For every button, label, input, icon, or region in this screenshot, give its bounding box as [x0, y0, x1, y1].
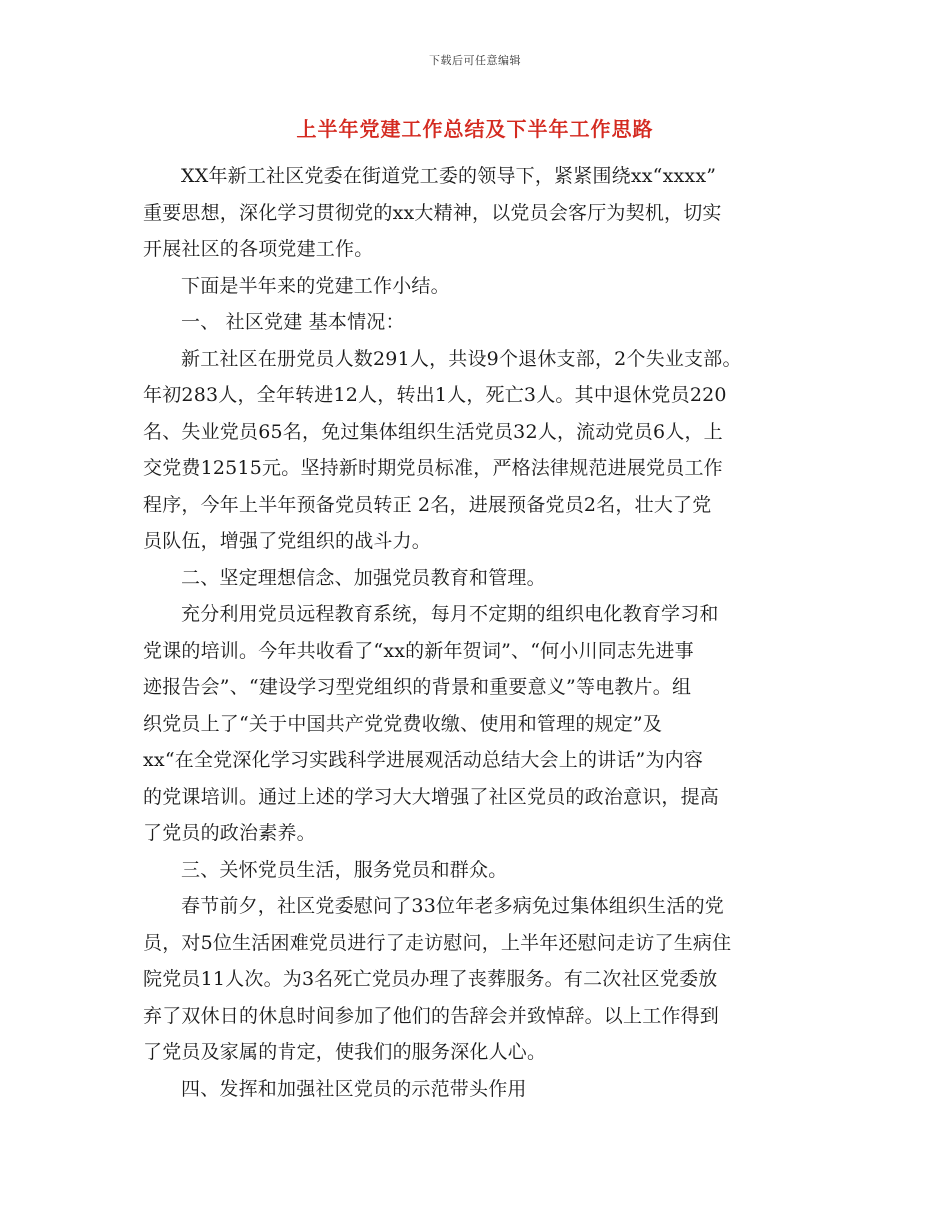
- body-line: 下面是半年来的党建工作小结。: [181, 274, 450, 297]
- document-title: 上半年党建工作总结及下半年工作思路: [296, 117, 654, 141]
- body-line: 春节前夕，社区党委慰问了33位年老多病免过集体组织生活的党: [181, 895, 724, 917]
- header-note: 下载后可任意编辑: [429, 54, 521, 67]
- body-line: 重要思想，深化学习贯彻党的xx大精神，以党员会客厅为契机，切实: [143, 201, 722, 224]
- body-line: 员，对5位生活困难党员进行了走访慰问，上半年还慰问走访了生病住: [143, 931, 732, 954]
- body-line: 充分利用党员远程教育系统，每月不定期的组织电化教育学习和: [181, 603, 719, 625]
- body-line: 二、坚定理想信念、加强党员教育和管理。: [181, 566, 546, 589]
- body-line: xx“在全党深化学习实践科学进展观活动总结大会上的讲话”为内容: [143, 749, 704, 771]
- body-line: 员队伍，增强了党组织的战斗力。: [143, 530, 432, 552]
- body-line: 四、发挥和加强社区党员的示范带头作用: [181, 1077, 527, 1100]
- body-line: 院党员11人次。为3名死亡党员办理了丧葬服务。有二次社区党委放: [143, 968, 718, 990]
- body-line: 迹报告会”、“建设学习型党组织的背景和重要意义”等电教片。组: [143, 676, 692, 698]
- body-line: XX年新工社区党委在街道党工委的领导下，紧紧围绕xx“xxxx”: [181, 165, 717, 187]
- body-line: 了党员及家属的肯定，使我们的服务深化人心。: [143, 1041, 547, 1063]
- body-line: 三、关怀党员生活，服务党员和群众。: [181, 858, 508, 881]
- body-line: 织党员上了“关于中国共产党党费收缴、使用和管理的规定”及: [143, 712, 663, 735]
- body-line: 名、失业党员65名，免过集体组织生活党员32人，流动党员6人，上: [143, 420, 723, 443]
- body-line: 开展社区的各项党建工作。: [143, 238, 374, 260]
- body-line: 交党费12515元。坚持新时期党员标准，严格法律规范进展党员工作: [143, 457, 723, 479]
- body-line: 新工社区在册党员人数291人，共设9个退休支部，2个失业支部。: [181, 347, 742, 370]
- body-line: 程序，今年上半年预备党员转正 2名，进展预备党员2名，壮大了党: [143, 493, 712, 516]
- body-line: 弃了双休日的休息时间参加了他们的告辞会并致悼辞。以上工作得到: [143, 1004, 720, 1027]
- document-body: [143, 158, 813, 1107]
- body-line: 了党员的政治素养。: [143, 822, 316, 844]
- body-line: 党课的培训。今年共收看了“xx的新年贺词”、“何小川同志先进事: [143, 639, 694, 662]
- body-line: 一、 社区党建 基本情况：: [181, 311, 405, 333]
- body-line: 年初283人，全年转进12人，转出1人，死亡3人。其中退休党员220: [143, 384, 727, 406]
- body-line: 的党课培训。通过上述的学习大大增强了社区党员的政治意识，提高: [143, 785, 720, 808]
